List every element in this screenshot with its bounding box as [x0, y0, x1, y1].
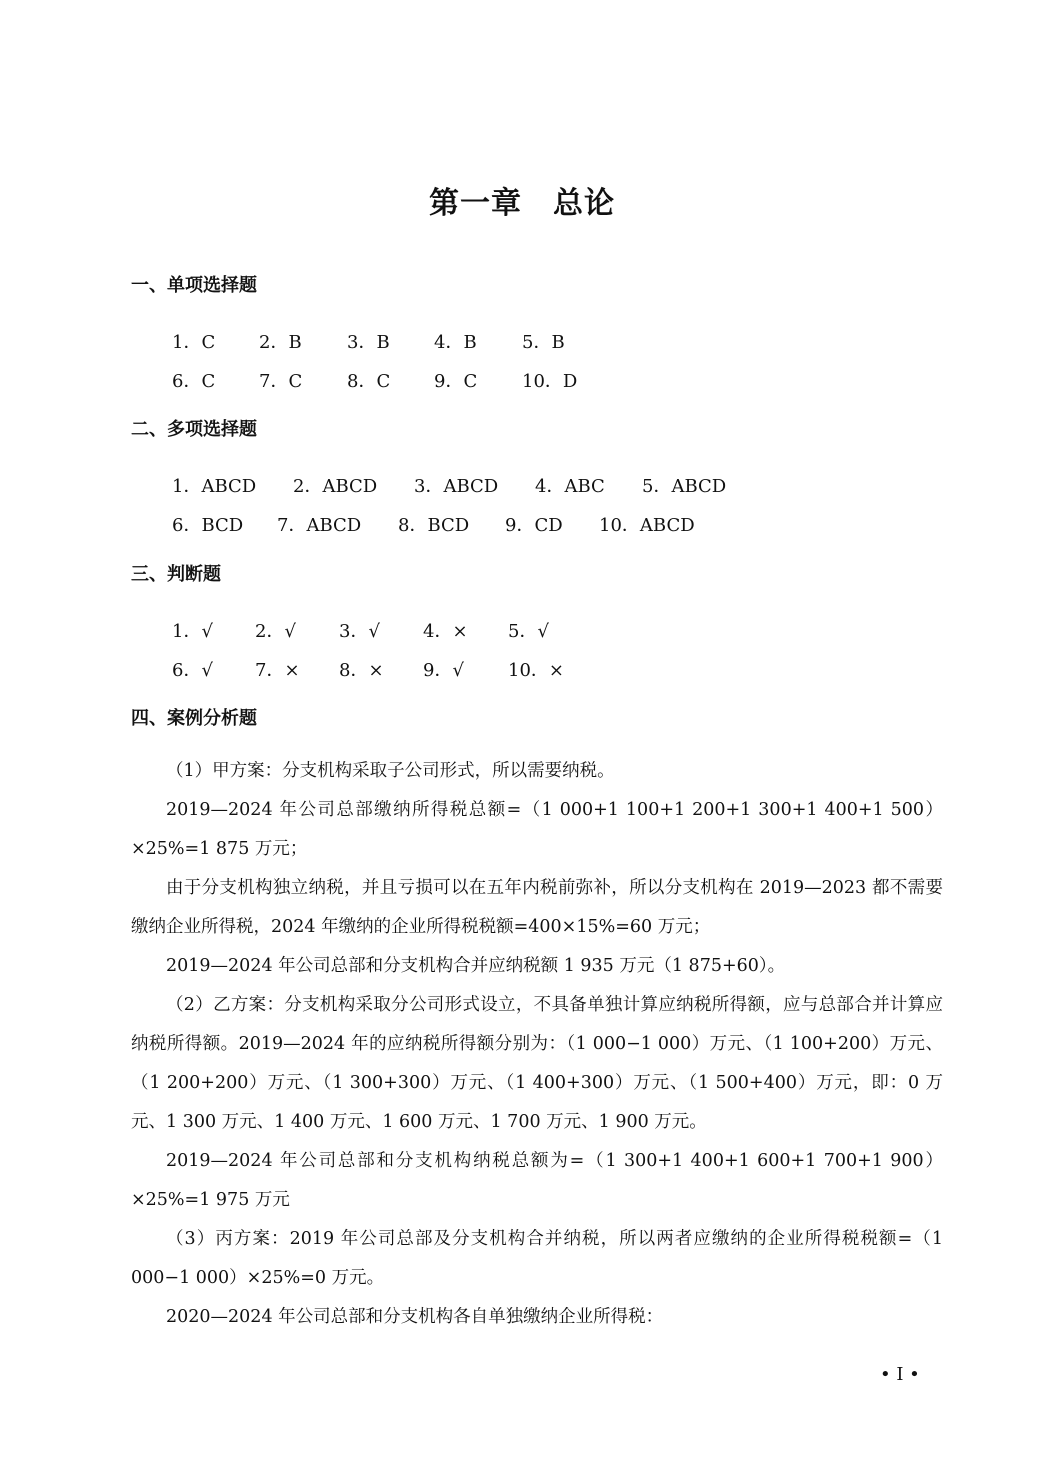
answer-item: 2．B: [259, 332, 302, 353]
answer-item: 6．C: [172, 371, 216, 392]
chapter-title: 第一章 总论: [429, 186, 615, 221]
answer-item: 1．√: [172, 621, 213, 642]
answer-item: 2．√: [255, 621, 296, 642]
paragraph: （1）甲方案：分支机构采取子公司形式，所以需要纳税。: [166, 761, 615, 781]
answer-item: 1．ABCD: [172, 476, 257, 497]
section-heading-case-analysis: 四、案例分析题: [131, 708, 257, 729]
answer-item: 3．√: [339, 621, 380, 642]
paragraph: 2019—2024 年公司总部和分支机构纳税总额为=（1 300+1 400+1 600+1 700+1 900）×25%=1 975 万元: [131, 1151, 943, 1210]
answer-item: 8．C: [347, 371, 391, 392]
answer-item: 4．ABC: [535, 476, 605, 497]
paragraph: （3）丙方案：2019 年公司总部及分支机构合并纳税，所以两者应缴纳的企业所得税税额=（1 000−1 000）×25%=0 万元。: [131, 1229, 943, 1288]
paragraph: 由于分支机构独立纳税，并且亏损可以在五年内税前弥补，所以分支机构在 2019—2023 都不需要缴纳企业所得税，2024 年缴纳的企业所得税税额=400×15%=60 万元；: [131, 878, 943, 937]
paragraph: 2019—2024 年公司总部缴纳所得税总额=（1 000+1 100+1 200+1 300+1 400+1 500）×25%=1 875 万元；: [131, 800, 943, 859]
answer-item: 1．C: [172, 332, 216, 353]
answer-item: 4．B: [434, 332, 477, 353]
paragraph: 2019—2024 年公司总部和分支机构合并应纳税额 1 935 万元（1 875+60）。: [166, 956, 786, 976]
answer-item: 6．BCD: [172, 515, 244, 536]
answer-item: 6．√: [172, 660, 213, 681]
answer-item: 9．C: [434, 371, 478, 392]
answer-item: 8．BCD: [398, 515, 470, 536]
answer-item: 5．B: [522, 332, 565, 353]
answer-item: 5．ABCD: [642, 476, 727, 497]
answer-item: 7．ABCD: [277, 515, 362, 536]
section-heading-multiple-choice: 二、多项选择题: [131, 419, 257, 440]
answer-item: 10．ABCD: [599, 515, 695, 536]
section-heading-true-false: 三、判断题: [131, 564, 221, 585]
answer-item: 3．ABCD: [414, 476, 499, 497]
answer-item: 3．B: [347, 332, 390, 353]
paragraph: （2）乙方案：分支机构采取分公司形式设立，不具备单独计算应纳税所得额，应与总部合并计算应纳税所得额。2019—2024 年的应纳税所得额分别为：（1 000−1 000）万元、（1 100+200）万元、（1 200+200）万元、（1 300+300）万元、（1 400+300）万元、（1 500+400）万元，即：0 万元、1 300 万元、1 400 万元、1 600 万元、1 700 万元、1 900 万元。: [131, 995, 943, 1132]
answer-item: 9．√: [423, 660, 464, 681]
section-heading-single-choice: 一、单项选择题: [131, 275, 257, 296]
answer-item: 9．CD: [505, 515, 563, 536]
answer-item: 4．×: [423, 621, 468, 642]
answer-item: 2．ABCD: [293, 476, 378, 497]
page-number: • I •: [880, 1364, 920, 1385]
answer-item: 10．×: [508, 660, 564, 681]
answer-item: 7．×: [255, 660, 300, 681]
answer-item: 5．√: [508, 621, 549, 642]
answer-item: 10．D: [522, 371, 578, 392]
answer-item: 7．C: [259, 371, 303, 392]
paragraph: 2020—2024 年公司总部和分支机构各自单独缴纳企业所得税：: [166, 1307, 664, 1327]
answer-item: 8．×: [339, 660, 384, 681]
